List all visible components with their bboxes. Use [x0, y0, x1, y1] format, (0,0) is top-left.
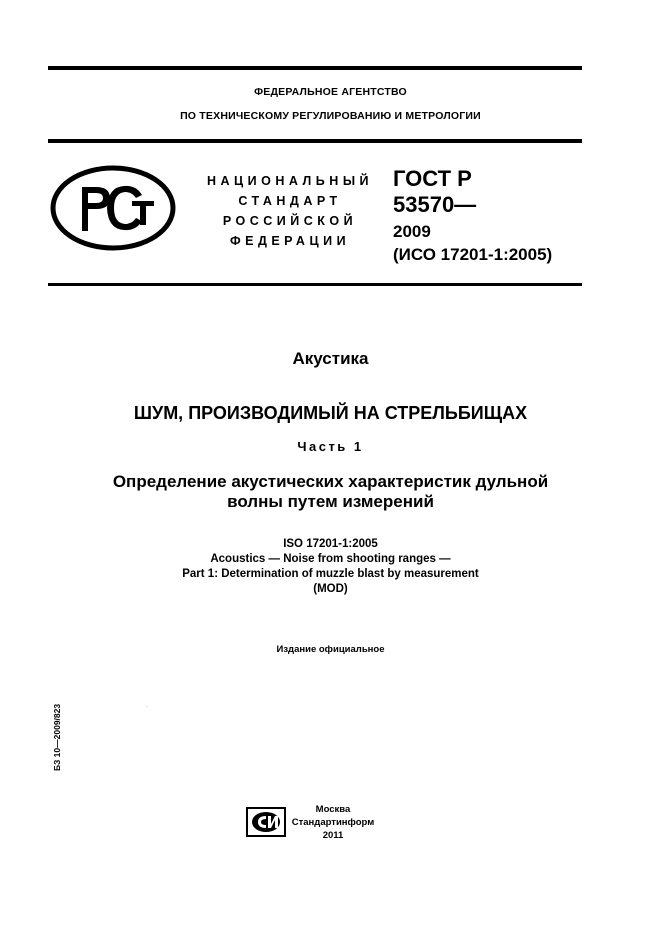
gost-designation-line-1: ГОСТ Р	[393, 166, 472, 191]
publisher-logo	[146, 707, 286, 842]
gost-designation-line-2: 53570—	[393, 192, 477, 217]
header-rule	[48, 139, 582, 143]
iso-reference-line-3: Part 1: Determination of muzzle blast by measurement	[182, 568, 479, 580]
publisher-name: Стандартинформ	[291, 817, 375, 828]
document-part: Часть 1	[297, 439, 364, 454]
national-standard-line-3: РОССИЙСКОЙ	[222, 214, 358, 228]
publisher-mark-text: СИ	[146, 707, 148, 708]
designation-rule	[48, 283, 582, 286]
iso-reference-line-4: (MOD)	[313, 583, 348, 595]
national-standard-line-2: СТАНДАРТ	[238, 194, 342, 208]
edition-label: Издание официальное	[276, 644, 385, 655]
national-standard-line-4: ФЕДЕРАЦИИ	[229, 234, 351, 248]
iso-reference-line-1: ISO 17201-1:2005	[283, 538, 378, 550]
national-standard-line-1: НАЦИОНАЛЬНЫЙ	[206, 174, 374, 188]
iso-reference-line-2: Acoustics — Noise from shooting ranges —	[210, 553, 451, 565]
gost-designation-year: 2009	[393, 222, 431, 241]
publisher-year: 2011	[322, 830, 344, 841]
agency-line-2: ПО ТЕХНИЧЕСКОМУ РЕГУЛИРОВАНИЮ И МЕТРОЛОГИИ	[180, 110, 481, 122]
side-code: БЗ 10—2009/823	[52, 703, 62, 771]
agency-line-1: ФЕДЕРАЛЬНОЕ АГЕНТСТВО	[254, 86, 407, 98]
publisher-city: Москва	[315, 804, 351, 815]
gost-designation-iso: (ИСО 17201-1:2005)	[393, 245, 553, 264]
gost-r-logo	[50, 165, 176, 256]
document-subtitle-line-1: Определение акустических характеристик дульной	[112, 472, 549, 491]
document-title: ШУМ, ПРОИЗВОДИМЫЙ НА СТРЕЛЬБИЩАХ	[133, 403, 528, 423]
document-subtitle-line-2: волны путем измерений	[227, 492, 434, 511]
top-rule	[48, 66, 582, 70]
document-topic: Акустика	[292, 349, 369, 368]
